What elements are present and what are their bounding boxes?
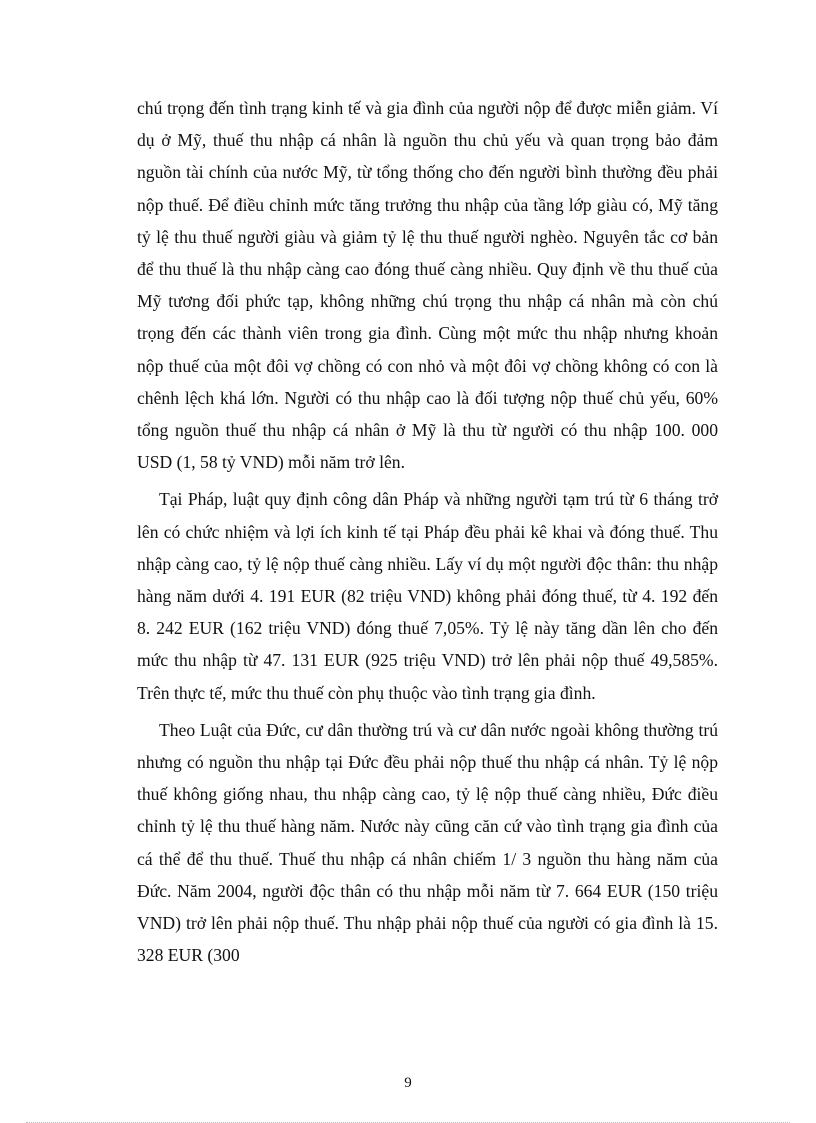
paragraph-usa-tax: chú trọng đến tình trạng kinh tế và gia đình của người nộp để được miễn giảm. Ví dụ ở Mỹ, thuế thu nhập cá nhân là nguồn thu chủ yếu và quan trọng bảo đảm nguồn tài chính của nước Mỹ, từ tổng thống cho đến người bình thường đều phải nộp thuế. Để điều chỉnh mức tăng trưởng thu nhập của tầng lớp giàu có, Mỹ tăng tỷ lệ thu thuế người giàu và giảm tỷ lệ thu thuế người nghèo. Nguyên tắc cơ bản để thu thuế là thu nhập càng cao đóng thuế càng nhiều. Quy định về thu thuế của Mỹ tương đối phức tạp, không những chú trọng thu nhập cá nhân mà còn chú trọng đến các thành viên trong gia đình. Cùng một mức thu nhập nhưng khoản nộp thuế của một đôi vợ chồng có con nhỏ và một đôi vợ chồng không có con là chênh lệch khá lớn. Người có thu nhập cao là đối tượng nộp thuế chủ yếu, 60% tổng nguồn thuế thu nhập cá nhân ở Mỹ là thu từ người có thu nhập 100. 000 USD (1, 58 tỷ VND) mỗi năm trở lên. [137, 98, 718, 473]
body-text [137, 92, 718, 976]
paragraph-france-tax: Tại Pháp, luật quy định công dân Pháp và những người tạm trú từ 6 tháng trở lên có chức nhiệm và lợi ích kinh tế tại Pháp đều phải kê khai và đóng thuế. Thu nhập càng cao, tỷ lệ nộp thuế càng nhiều. Lấy ví dụ một người độc thân: thu nhập hàng năm dưới 4. 191 EUR (82 triệu VND) không phải đóng thuế, từ 4. 192 đến 8. 242 EUR (162 triệu VND) đóng thuế 7,05%. Tỷ lệ này tăng dần lên cho đến mức thu nhập từ 47. 131 EUR (925 triệu VND) trở lên phải nộp thuế 49,585%. Trên thực tế, mức thu thuế còn phụ thuộc vào tình trạng gia đình. [137, 489, 718, 703]
paragraph-germany-tax: Theo Luật của Đức, cư dân thường trú và cư dân nước ngoài không thường trú nhưng có nguồn thu nhập tại Đức đều phải nộp thuế thu nhập cá nhân. Tỷ lệ nộp thuế không giống nhau, thu nhập càng cao, tỷ lệ nộp thuế càng nhiều, Đức điều chỉnh tỷ lệ thu thuế hàng năm. Nước này cũng căn cứ vào tình trạng gia đình của cá thể để thu thuế. Thuế thu nhập cá nhân chiếm 1/ 3 nguồn thu hàng năm của Đức. Năm 2004, người độc thân có thu nhập mỗi năm từ 7. 664 EUR (150 triệu VND) trở lên phải nộp thuế. Thu nhập phải nộp thuế của người có gia đình là 15. 328 EUR (300 [137, 719, 718, 966]
page-number: 9 [404, 1075, 412, 1091]
